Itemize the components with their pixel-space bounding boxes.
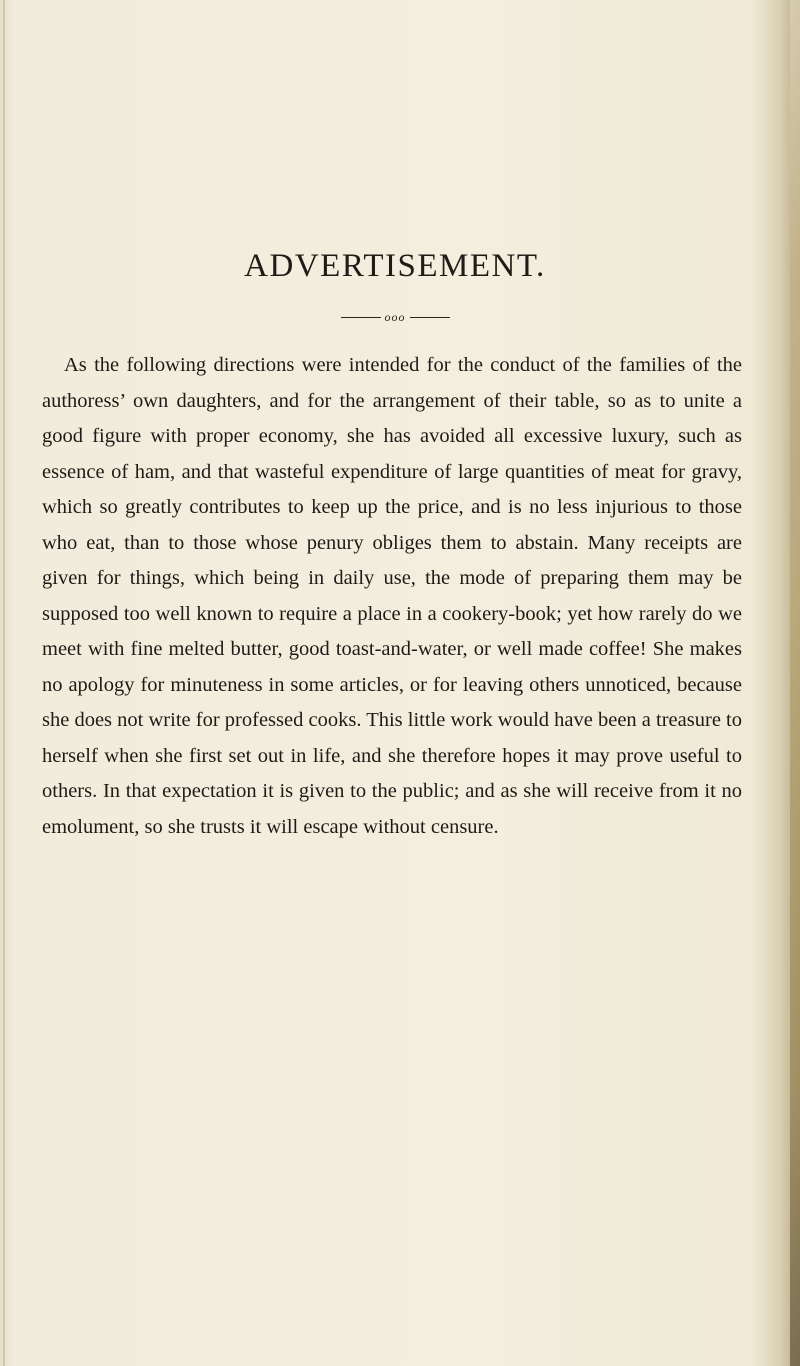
ornament-left-rule (341, 317, 381, 318)
title-ornament-divider (0, 310, 790, 325)
page-title: ADVERTISEMENT. (244, 248, 546, 284)
page-left-margin-rule (3, 0, 5, 1366)
ornament-right-rule (410, 317, 450, 318)
ornament-mark: ooo (384, 310, 406, 324)
advertisement-paragraph: As the following directions were intended for the conduct of the families of the authoress’ own daughters, and for the arrangement of their table, so as to unite a good figure with proper economy, she has avoided all excessive luxury, such as essence of ham, and that wasteful expenditure of large quantities of meat for gravy, which so greatly contributes to keep up the price, and is no less injurious to those who eat, than to those whose penury obliges them to abstain. Many receipts are given for things, which being in daily use, the mode of preparing them may be supposed too well known to require a place in a cookery-book; yet how rarely do we meet with fine melted butter, good toast-and-water, or well made coffee! She makes no apology for minuteness in some articles, or for leaving others unnoticed, because she does not write for professed cooks. This little work would have been a treasure to herself when she first set out in life, and she therefore hopes it may prove useful to others. In that expectation it is given to the public; and as she will receive from it no emolument, so she trusts it will escape without censure. (42, 354, 742, 838)
page-right-edge-stain (790, 0, 800, 1366)
